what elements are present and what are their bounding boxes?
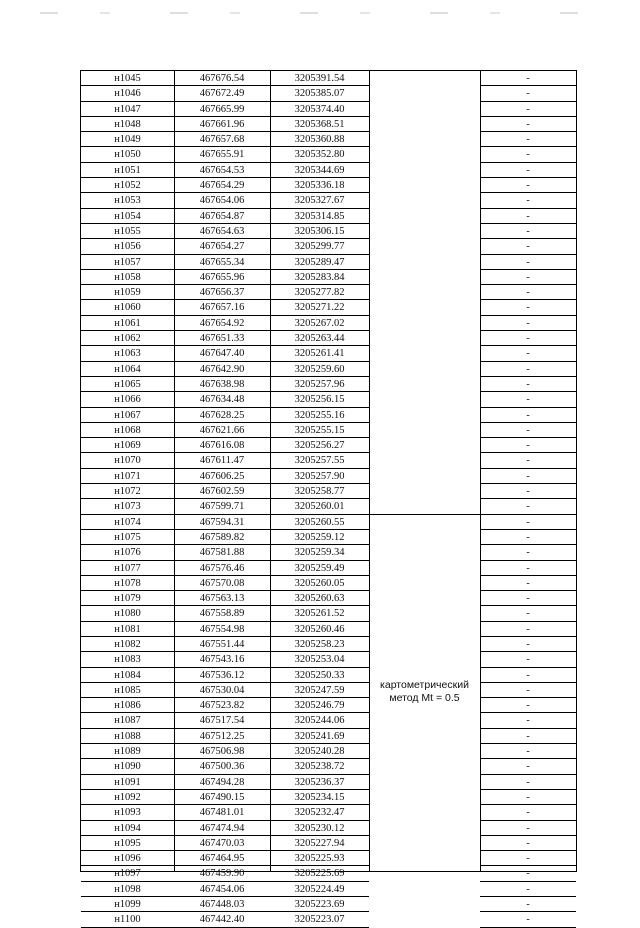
method-column-cell	[369, 132, 480, 147]
note-cell: -	[480, 729, 576, 744]
note-cell: -	[480, 270, 576, 285]
method-column-cell	[369, 224, 480, 239]
point-cell: н1067	[81, 408, 174, 423]
x-coordinate-cell: 467657.68	[174, 132, 270, 147]
method-column-cell	[369, 622, 480, 637]
y-coordinate-cell: 3205232.47	[270, 805, 369, 820]
x-coordinate-cell: 467634.48	[174, 392, 270, 407]
note-cell: -	[480, 484, 576, 499]
note-cell: -	[480, 346, 576, 361]
y-coordinate-cell: 3205234.15	[270, 790, 369, 805]
note-cell: -	[480, 530, 576, 545]
x-coordinate-cell: 467470.03	[174, 836, 270, 851]
method-column-cell	[369, 912, 480, 927]
point-cell: н1066	[81, 392, 174, 407]
method-line-2: метод Mt = 0.5	[389, 692, 460, 704]
x-coordinate-cell: 467536.12	[174, 668, 270, 683]
method-column-cell	[369, 71, 480, 86]
note-cell: -	[480, 453, 576, 468]
x-coordinate-cell: 467551.44	[174, 637, 270, 652]
point-cell: н1090	[81, 759, 174, 774]
y-coordinate-cell: 3205259.49	[270, 561, 369, 576]
point-cell: н1096	[81, 851, 174, 866]
note-cell: -	[480, 392, 576, 407]
y-coordinate-cell: 3205306.15	[270, 224, 369, 239]
note-cell: -	[480, 102, 576, 117]
point-cell: н1051	[81, 163, 174, 178]
point-cell: н1089	[81, 744, 174, 759]
point-cell: н1058	[81, 270, 174, 285]
y-coordinate-cell: 3205391.54	[270, 71, 369, 86]
method-column-cell	[369, 530, 480, 545]
y-coordinate-cell: 3205250.33	[270, 668, 369, 683]
y-coordinate-cell: 3205257.96	[270, 377, 369, 392]
y-coordinate-cell: 3205244.06	[270, 713, 369, 728]
method-column-cell	[369, 499, 480, 514]
y-coordinate-cell: 3205385.07	[270, 86, 369, 101]
point-cell: н1045	[81, 71, 174, 86]
point-cell: н1073	[81, 499, 174, 514]
method-column-cell	[369, 163, 480, 178]
method-column-cell	[369, 346, 480, 361]
y-coordinate-cell: 3205258.77	[270, 484, 369, 499]
x-coordinate-cell: 467594.31	[174, 515, 270, 530]
y-coordinate-cell: 3205241.69	[270, 729, 369, 744]
y-coordinate-cell: 3205271.22	[270, 300, 369, 315]
y-coordinate-cell: 3205352.80	[270, 147, 369, 162]
method-column-cell	[369, 515, 480, 530]
point-cell: н1048	[81, 117, 174, 132]
note-cell: -	[480, 285, 576, 300]
point-cell: н1079	[81, 591, 174, 606]
x-coordinate-cell: 467654.29	[174, 178, 270, 193]
y-coordinate-cell: 3205256.27	[270, 438, 369, 453]
point-cell: н1091	[81, 775, 174, 790]
point-cell: н1086	[81, 698, 174, 713]
y-coordinate-cell: 3205255.15	[270, 423, 369, 438]
point-cell: н1080	[81, 606, 174, 621]
point-cell: н1055	[81, 224, 174, 239]
note-cell: -	[480, 86, 576, 101]
method-cell-divider	[369, 514, 480, 515]
method-column-cell	[369, 255, 480, 270]
note-cell: -	[480, 683, 576, 698]
y-coordinate-cell: 3205260.55	[270, 515, 369, 530]
note-cell: -	[480, 576, 576, 591]
point-cell: н1046	[81, 86, 174, 101]
y-coordinate-cell: 3205289.47	[270, 255, 369, 270]
x-coordinate-cell: 467512.25	[174, 729, 270, 744]
note-cell: -	[480, 178, 576, 193]
x-coordinate-cell: 467655.96	[174, 270, 270, 285]
y-coordinate-cell: 3205225.69	[270, 866, 369, 881]
y-coordinate-cell: 3205259.34	[270, 545, 369, 560]
x-coordinate-cell: 467558.89	[174, 606, 270, 621]
note-cell: -	[480, 775, 576, 790]
x-coordinate-cell: 467589.82	[174, 530, 270, 545]
method-column-cell	[369, 545, 480, 560]
x-coordinate-cell: 467454.06	[174, 882, 270, 897]
x-coordinate-cell: 467661.96	[174, 117, 270, 132]
point-cell: н1093	[81, 805, 174, 820]
point-cell: н1084	[81, 668, 174, 683]
note-cell: -	[480, 469, 576, 484]
note-cell: -	[480, 331, 576, 346]
method-column-cell	[369, 453, 480, 468]
y-coordinate-cell: 3205223.69	[270, 897, 369, 912]
method-column-cell	[369, 576, 480, 591]
point-cell: н1069	[81, 438, 174, 453]
note-cell: -	[480, 377, 576, 392]
y-coordinate-cell: 3205277.82	[270, 285, 369, 300]
x-coordinate-cell: 467628.25	[174, 408, 270, 423]
note-cell: -	[480, 851, 576, 866]
x-coordinate-cell: 467543.16	[174, 652, 270, 667]
method-column-cell	[369, 270, 480, 285]
point-cell: н1068	[81, 423, 174, 438]
point-cell: н1094	[81, 821, 174, 836]
point-cell: н1047	[81, 102, 174, 117]
point-cell: н1071	[81, 469, 174, 484]
x-coordinate-cell: 467448.03	[174, 897, 270, 912]
method-column-cell	[369, 86, 480, 101]
note-cell: -	[480, 499, 576, 514]
note-cell: -	[480, 132, 576, 147]
method-column-cell	[369, 423, 480, 438]
point-cell: н1081	[81, 622, 174, 637]
note-cell: -	[480, 224, 576, 239]
note-cell: -	[480, 652, 576, 667]
point-cell: н1072	[81, 484, 174, 499]
x-coordinate-cell: 467654.92	[174, 316, 270, 331]
method-column-cell	[369, 362, 480, 377]
point-cell: н1078	[81, 576, 174, 591]
x-coordinate-cell: 467647.40	[174, 346, 270, 361]
x-coordinate-cell: 467672.49	[174, 86, 270, 101]
note-cell: -	[480, 362, 576, 377]
y-coordinate-cell: 3205236.37	[270, 775, 369, 790]
method-column-cell	[369, 469, 480, 484]
y-coordinate-cell: 3205255.16	[270, 408, 369, 423]
method-column-cell	[369, 331, 480, 346]
table-body	[81, 71, 576, 928]
x-coordinate-cell: 467570.08	[174, 576, 270, 591]
x-coordinate-cell: 467655.34	[174, 255, 270, 270]
y-coordinate-cell: 3205299.77	[270, 239, 369, 254]
x-coordinate-cell: 467599.71	[174, 499, 270, 514]
y-coordinate-cell: 3205327.67	[270, 193, 369, 208]
x-coordinate-cell: 467517.54	[174, 713, 270, 728]
method-column-cell	[369, 178, 480, 193]
y-coordinate-cell: 3205336.18	[270, 178, 369, 193]
x-coordinate-cell: 467611.47	[174, 453, 270, 468]
y-coordinate-cell: 3205368.51	[270, 117, 369, 132]
note-cell: -	[480, 163, 576, 178]
note-cell: -	[480, 591, 576, 606]
x-coordinate-cell: 467490.15	[174, 790, 270, 805]
x-coordinate-cell: 467563.13	[174, 591, 270, 606]
x-coordinate-cell: 467656.37	[174, 285, 270, 300]
y-coordinate-cell: 3205344.69	[270, 163, 369, 178]
y-coordinate-cell: 3205238.72	[270, 759, 369, 774]
x-coordinate-cell: 467654.53	[174, 163, 270, 178]
point-cell: н1083	[81, 652, 174, 667]
method-column-cell	[369, 805, 480, 820]
method-column-cell	[369, 759, 480, 774]
y-coordinate-cell: 3205247.59	[270, 683, 369, 698]
point-cell: н1099	[81, 897, 174, 912]
x-coordinate-cell: 467665.99	[174, 102, 270, 117]
point-cell: н1050	[81, 147, 174, 162]
method-column-cell	[369, 606, 480, 621]
method-column-cell	[369, 438, 480, 453]
method-column-cell	[369, 408, 480, 423]
note-cell: -	[480, 668, 576, 683]
x-coordinate-cell: 467676.54	[174, 71, 270, 86]
x-coordinate-cell: 467638.98	[174, 377, 270, 392]
note-cell: -	[480, 637, 576, 652]
method-column-cell	[369, 300, 480, 315]
note-cell: -	[480, 912, 576, 927]
x-coordinate-cell: 467576.46	[174, 561, 270, 576]
note-cell: -	[480, 438, 576, 453]
note-cell: -	[480, 713, 576, 728]
note-cell: -	[480, 515, 576, 530]
point-cell: н1074	[81, 515, 174, 530]
x-coordinate-cell: 467506.98	[174, 744, 270, 759]
method-column-cell	[369, 591, 480, 606]
note-cell: -	[480, 790, 576, 805]
note-cell: -	[480, 300, 576, 315]
y-coordinate-cell: 3205259.60	[270, 362, 369, 377]
note-cell: -	[480, 147, 576, 162]
point-cell: н1087	[81, 713, 174, 728]
point-cell: н1085	[81, 683, 174, 698]
method-column-cell	[369, 561, 480, 576]
note-cell: -	[480, 744, 576, 759]
x-coordinate-cell: 467654.87	[174, 209, 270, 224]
method-column-cell	[369, 821, 480, 836]
note-cell: -	[480, 545, 576, 560]
x-coordinate-cell: 467602.59	[174, 484, 270, 499]
method-column-cell	[369, 147, 480, 162]
y-coordinate-cell: 3205257.90	[270, 469, 369, 484]
y-coordinate-cell: 3205225.93	[270, 851, 369, 866]
x-coordinate-cell: 467494.28	[174, 775, 270, 790]
method-column-cell	[369, 637, 480, 652]
coordinates-table	[80, 70, 577, 926]
x-coordinate-cell: 467554.98	[174, 622, 270, 637]
x-coordinate-cell: 467616.08	[174, 438, 270, 453]
scan-header-artifact	[40, 12, 600, 14]
point-cell: н1052	[81, 178, 174, 193]
y-coordinate-cell: 3205261.41	[270, 346, 369, 361]
point-cell: н1053	[81, 193, 174, 208]
x-coordinate-cell: 467642.90	[174, 362, 270, 377]
x-coordinate-cell: 467654.63	[174, 224, 270, 239]
point-cell: н1077	[81, 561, 174, 576]
x-coordinate-cell: 467442.40	[174, 912, 270, 927]
method-column-cell	[369, 744, 480, 759]
note-cell: -	[480, 193, 576, 208]
point-cell: н1076	[81, 545, 174, 560]
note-cell: -	[480, 239, 576, 254]
y-coordinate-cell: 3205257.55	[270, 453, 369, 468]
y-coordinate-cell: 3205263.44	[270, 331, 369, 346]
y-coordinate-cell: 3205283.84	[270, 270, 369, 285]
point-cell: н1056	[81, 239, 174, 254]
method-column-cell	[369, 392, 480, 407]
method-column-cell	[369, 851, 480, 866]
method-note	[369, 679, 480, 705]
x-coordinate-cell: 467654.27	[174, 239, 270, 254]
note-cell: -	[480, 117, 576, 132]
note-cell: -	[480, 408, 576, 423]
y-coordinate-cell: 3205224.49	[270, 882, 369, 897]
method-column-cell	[369, 209, 480, 224]
point-cell: н1049	[81, 132, 174, 147]
y-coordinate-cell: 3205259.12	[270, 530, 369, 545]
method-column-cell	[369, 790, 480, 805]
x-coordinate-cell: 467621.66	[174, 423, 270, 438]
y-coordinate-cell: 3205260.01	[270, 499, 369, 514]
method-column-cell	[369, 775, 480, 790]
point-cell: н1070	[81, 453, 174, 468]
method-column-cell	[369, 652, 480, 667]
method-column-cell	[369, 377, 480, 392]
y-coordinate-cell: 3205360.88	[270, 132, 369, 147]
x-coordinate-cell: 467654.06	[174, 193, 270, 208]
y-coordinate-cell: 3205223.07	[270, 912, 369, 927]
note-cell: -	[480, 209, 576, 224]
point-cell: н1062	[81, 331, 174, 346]
point-cell: н1061	[81, 316, 174, 331]
point-cell: н1065	[81, 377, 174, 392]
point-cell: н1098	[81, 882, 174, 897]
method-column-cell	[369, 713, 480, 728]
x-coordinate-cell: 467651.33	[174, 331, 270, 346]
method-column-cell	[369, 102, 480, 117]
note-cell: -	[480, 897, 576, 912]
y-coordinate-cell: 3205260.46	[270, 622, 369, 637]
method-column-cell	[369, 866, 480, 881]
x-coordinate-cell: 467500.36	[174, 759, 270, 774]
point-cell: н1059	[81, 285, 174, 300]
method-column-cell	[369, 316, 480, 331]
y-coordinate-cell: 3205240.28	[270, 744, 369, 759]
x-coordinate-cell: 467459.90	[174, 866, 270, 881]
point-cell: н1088	[81, 729, 174, 744]
point-cell: н1095	[81, 836, 174, 851]
y-coordinate-cell: 3205253.04	[270, 652, 369, 667]
x-coordinate-cell: 467655.91	[174, 147, 270, 162]
x-coordinate-cell: 467464.95	[174, 851, 270, 866]
note-cell: -	[480, 423, 576, 438]
method-column-cell	[369, 193, 480, 208]
y-coordinate-cell: 3205261.52	[270, 606, 369, 621]
y-coordinate-cell: 3205256.15	[270, 392, 369, 407]
y-coordinate-cell: 3205230.12	[270, 821, 369, 836]
x-coordinate-cell: 467474.94	[174, 821, 270, 836]
method-column-cell	[369, 882, 480, 897]
x-coordinate-cell: 467657.16	[174, 300, 270, 315]
y-coordinate-cell: 3205260.05	[270, 576, 369, 591]
y-coordinate-cell: 3205227.94	[270, 836, 369, 851]
note-cell: -	[480, 622, 576, 637]
y-coordinate-cell: 3205258.23	[270, 637, 369, 652]
x-coordinate-cell: 467606.25	[174, 469, 270, 484]
y-coordinate-cell: 3205267.02	[270, 316, 369, 331]
point-cell: н1054	[81, 209, 174, 224]
point-cell: н1082	[81, 637, 174, 652]
method-column-cell	[369, 729, 480, 744]
y-coordinate-cell: 3205260.63	[270, 591, 369, 606]
y-coordinate-cell: 3205374.40	[270, 102, 369, 117]
point-cell: н1075	[81, 530, 174, 545]
note-cell: -	[480, 805, 576, 820]
point-cell: н1092	[81, 790, 174, 805]
note-cell: -	[480, 836, 576, 851]
method-column-cell	[369, 239, 480, 254]
note-cell: -	[480, 821, 576, 836]
note-cell: -	[480, 316, 576, 331]
note-cell: -	[480, 606, 576, 621]
method-column-cell	[369, 117, 480, 132]
x-coordinate-cell: 467523.82	[174, 698, 270, 713]
note-cell: -	[480, 561, 576, 576]
y-coordinate-cell: 3205246.79	[270, 698, 369, 713]
note-cell: -	[480, 255, 576, 270]
point-cell: н1060	[81, 300, 174, 315]
note-cell: -	[480, 71, 576, 86]
x-coordinate-cell: 467581.88	[174, 545, 270, 560]
x-coordinate-cell: 467530.04	[174, 683, 270, 698]
x-coordinate-cell: 467481.01	[174, 805, 270, 820]
point-cell: н1097	[81, 866, 174, 881]
point-cell: н1064	[81, 362, 174, 377]
method-column-cell	[369, 836, 480, 851]
method-column-cell	[369, 285, 480, 300]
point-cell: н1100	[81, 912, 174, 927]
point-cell: н1057	[81, 255, 174, 270]
note-cell: -	[480, 882, 576, 897]
note-cell: -	[480, 698, 576, 713]
note-cell: -	[480, 759, 576, 774]
method-line-1: картометрический	[380, 679, 469, 691]
point-cell: н1063	[81, 346, 174, 361]
method-column-cell	[369, 484, 480, 499]
y-coordinate-cell: 3205314.85	[270, 209, 369, 224]
note-cell: -	[480, 866, 576, 881]
